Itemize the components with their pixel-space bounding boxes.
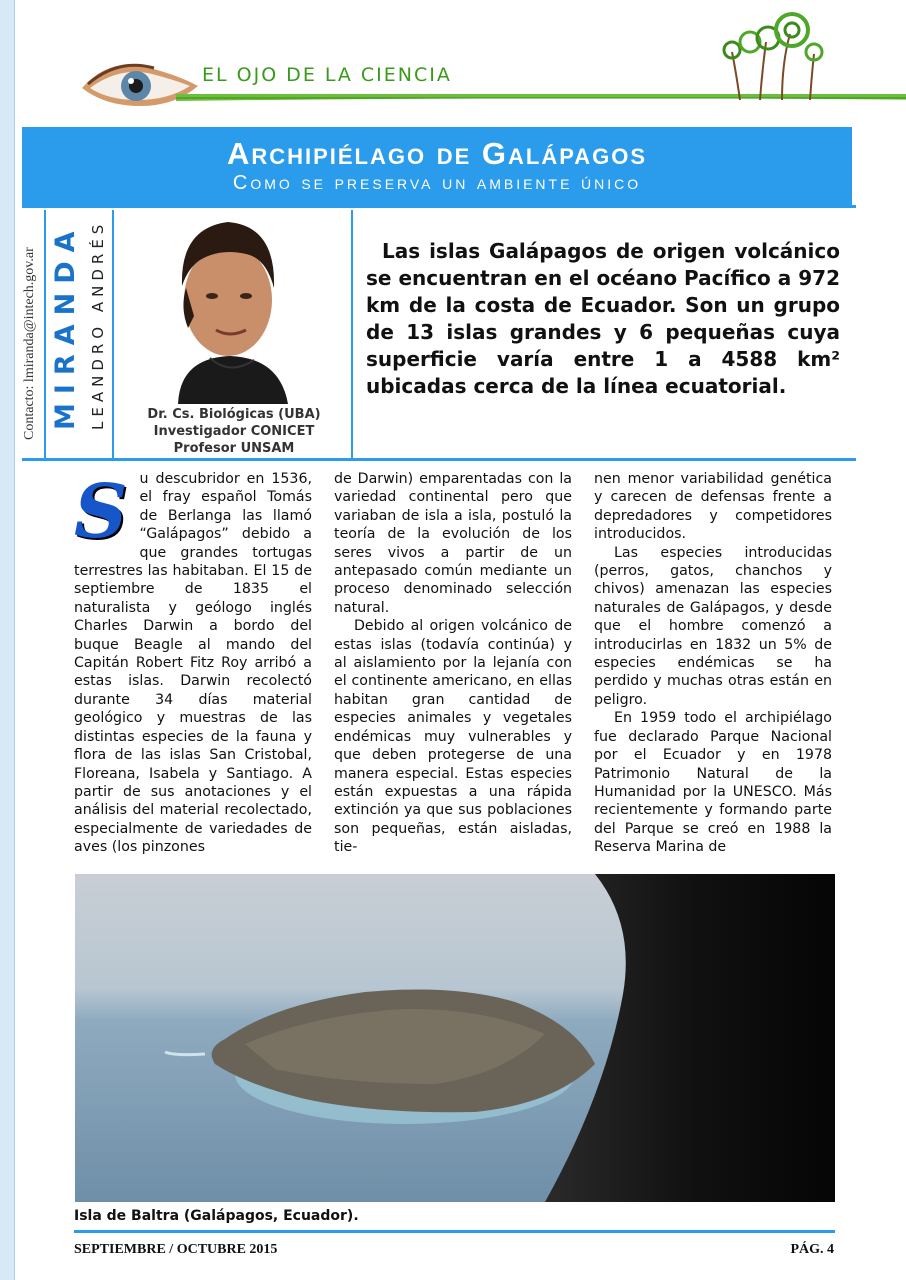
footer-issue: SEPTIEMBRE / OCTUBRE 2015 — [74, 1242, 278, 1257]
paragraph: Debido al origen volcánico de estas islas (todavía continúa) y al aislamiento por la lejanía con el continente americano, en ellas habitan gran cantidad de especies animales y vegetales endémicas muy vulnerables y que deben protegerse de una manera especial. Estas especies están expuestas a una rápida extinción ya que sus poblaciones son pequeñas, están aisladas, tie- — [334, 618, 572, 856]
drop-cap: S — [74, 469, 128, 555]
article-subtitle: Como se preserva un ambiente único — [232, 172, 642, 194]
banner-divider — [22, 205, 856, 208]
footer-page-number: PÁG. 4 — [790, 1242, 834, 1257]
author-surname: MIRANDA — [50, 222, 81, 430]
photo-caption: Isla de Baltra (Galápagos, Ecuador). — [74, 1208, 359, 1224]
paragraph: En 1959 todo el archipiélago fue declarado Parque Nacional por el Ecuador y en 1978 Patrimonio Natural de la Humanidad por la UNESCO. Más recientemente y formando parte del Parque se creó en 1988 la Reserva Marina de — [594, 710, 832, 856]
text-column-3 — [594, 470, 832, 857]
text-column-1 — [74, 470, 312, 857]
credential-line: Profesor UNSAM — [173, 441, 295, 456]
author-column-divider — [44, 210, 46, 458]
footer-divider — [74, 1230, 835, 1233]
paragraph: nen menor variabilidad genética y carecen de defensas frente a depredadores y competidores introducidos. — [594, 471, 832, 543]
author-photo — [150, 208, 310, 404]
header-bottom-divider — [22, 458, 856, 461]
article-title: Archipiélago de Galápagos — [226, 136, 648, 171]
author-column-divider — [112, 210, 114, 458]
island-photo — [75, 874, 835, 1202]
left-margin-strip — [0, 0, 15, 1280]
paragraph: de Darwin) emparentadas con la variedad continental pero que variaban de isla a isla, postuló la teoría de la evolución de los seres vivos a partir de un antepasado común mediante un proceso denominado selección natural. — [334, 471, 572, 616]
trees-icon — [710, 12, 850, 102]
author-contact: Contacto: lmiranda@intech.gov.ar — [22, 247, 37, 440]
paragraph: u descubridor en 1536, el fray español Tomás de Berlanga las llamó “Galápagos” debido a que grandes tortugas terrestres las habitaban. El 15 de septiembre de 1835 el naturalista y geólogo inglés Charles Darwin a bordo del buque Beagle al mando del Capitán Robert Fitz Roy arribó a estas islas. Darwin recolectó durante 34 días material geológico y muestras de las distintas especies de la fauna y flora de las islas San Cristobal, Floreana, Isabela y Santiago. A partir de sus anotaciones y el análisis del material recolectado, especialmente de variedades de aves (los pinzones — [74, 471, 312, 856]
author-given-names: LEANDRO ANDRÉS — [89, 219, 107, 430]
credential-line: Investigador CONICET — [153, 424, 315, 439]
paragraph: Las especies introducidas (perros, gatos, chanchos y chivos) amenazan las especies naturales de Galápagos, y desde que el hombre comenzó a introducirlas en 1832 un 5% de especies endémicas se ha perdido y muchas otras están en peligro. — [594, 544, 832, 708]
title-banner — [22, 127, 852, 205]
page-header — [80, 30, 880, 110]
lead-paragraph: Las islas Galápagos de origen volcánico se encuentran en el océano Pacífico a 972 km de la costa de Ecuador. Son un grupo de 13 islas grandes y 6 pequeñas cuya superficie varía entre 1 a 4588 km² ubicadas cerca de la línea ecuatorial. — [366, 239, 840, 398]
author-column-divider — [351, 210, 353, 458]
eye-icon — [80, 48, 200, 118]
text-column-2 — [334, 470, 572, 857]
credential-line: Dr. Cs. Biológicas (UBA) — [147, 407, 321, 422]
brand-title: EL OJO DE LA CIENCIA — [202, 64, 452, 86]
author-credentials — [118, 406, 350, 457]
